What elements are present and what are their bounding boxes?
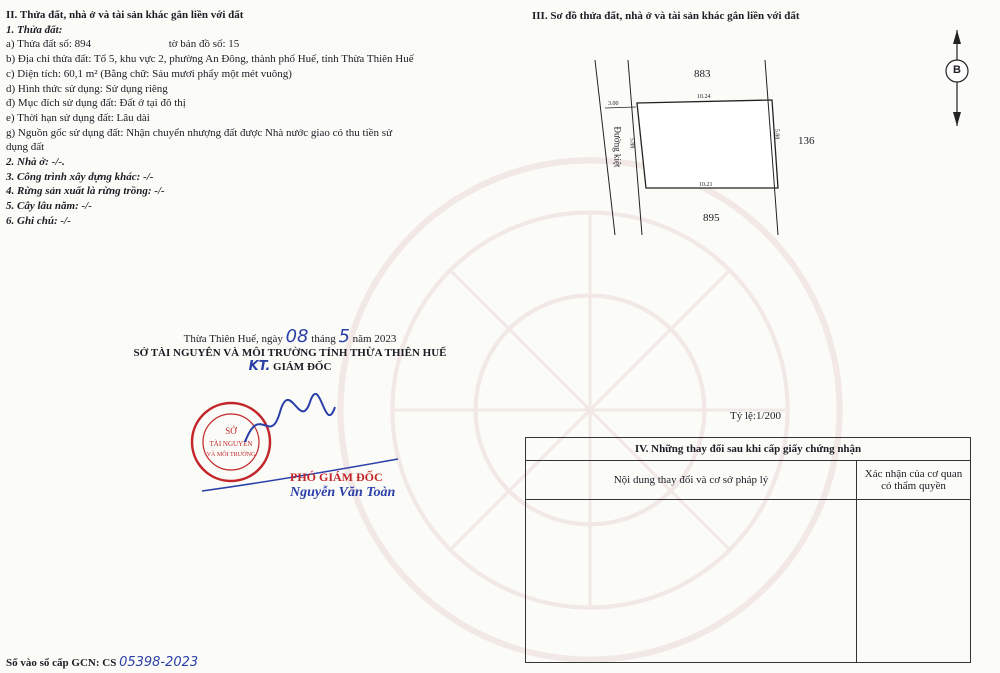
parcel-number-line xyxy=(6,37,506,52)
parcel-area: c) Diện tích: 60,1 m² (Bằng chữ: Sáu mươi phẩy một mét vuông) xyxy=(6,67,292,80)
changes-confirmation-cell[interactable] xyxy=(857,500,971,663)
handwritten-day: 08 xyxy=(285,326,309,347)
changes-content-cell[interactable] xyxy=(526,500,857,663)
forest-info: 4. Rừng sản xuất là rừng trồng: -/- xyxy=(6,185,165,198)
signature-block xyxy=(110,326,470,374)
handwritten-signature xyxy=(240,392,340,452)
neighbor-right: 136 xyxy=(798,135,815,147)
usage-term: e) Thời hạn sử dụng đất: Lâu dài xyxy=(6,111,150,124)
north-label: B xyxy=(953,64,961,76)
place-date: Thừa Thiên Huế, ngày 08 tháng 5 năm 2023 xyxy=(183,326,397,347)
agency-name: SỞ TÀI NGUYÊN VÀ MÔI TRƯỜNG TỈNH THỪA THIÊN HUẾ xyxy=(133,347,447,359)
signer-role: KT. GIÁM ĐỐC xyxy=(248,359,332,374)
dim-left: 5.88 xyxy=(628,137,635,149)
road-label: Đường kiệt xyxy=(612,126,623,168)
registry-handwritten-number: 05398-2023 xyxy=(119,655,199,670)
section4-title: IV. Những thay đổi sau khi cấp giấy chứng nhận xyxy=(526,438,971,461)
section-land-info xyxy=(6,8,506,229)
notes-info: 6. Ghi chú: -/- xyxy=(6,214,71,227)
usage-form: d) Hình thức sử dụng: Sử dụng riêng xyxy=(6,82,168,95)
section2-title: II. Thửa đất, nhà ở và tài sản khác gắn liền với đất xyxy=(6,9,244,21)
usage-origin: g) Nguồn gốc sử dụng đất: Nhận chuyển nhượng đất được Nhà nước giao có thu tiền sử xyxy=(6,126,393,139)
changes-column-confirmation: Xác nhận của cơ quan có thẩm quyền xyxy=(857,461,971,500)
map-sheet: tờ bản đồ số: 15 xyxy=(168,38,240,51)
house-info: 2. Nhà ở: -/-. xyxy=(6,156,65,169)
svg-text:TÀI NGUYÊN: TÀI NGUYÊN xyxy=(209,440,253,448)
map-scale: Tỷ lệ:1/200 xyxy=(730,410,782,422)
handwritten-month: 5 xyxy=(338,326,350,347)
changes-column-content: Nội dung thay đổi và cơ sở pháp lý xyxy=(526,461,857,500)
dim-right: 5.88 xyxy=(773,128,780,140)
trees-info: 5. Cây lâu năm: -/- xyxy=(6,200,92,213)
land-parcel-heading: 1. Thửa đất: xyxy=(6,23,63,36)
parcel-number: a) Thửa đất số: 894 xyxy=(6,38,92,51)
dim-bottom: 10.21 xyxy=(699,182,713,188)
dim-top: 10.24 xyxy=(697,94,711,100)
vice-director-title: PHÓ GIÁM ĐỐC xyxy=(290,470,383,484)
registry-label: Số vào sổ cấp GCN: CS xyxy=(6,657,117,669)
road-width: 3.00 xyxy=(608,101,619,107)
neighbor-top: 883 xyxy=(694,68,711,80)
other-works-info: 3. Công trình xây dựng khác: -/- xyxy=(6,170,154,183)
parcel-address: b) Địa chỉ thửa đất: Tổ 5, khu vực 2, phường An Đông, thành phố Huế, tỉnh Thừa Thiên Huế xyxy=(6,53,414,66)
changes-table xyxy=(525,437,971,663)
neighbor-bottom: 895 xyxy=(703,212,720,224)
usage-purpose: đ) Mục đích sử dụng đất: Đất ở tại đô thị xyxy=(6,97,186,110)
svg-text:VÀ MÔI TRƯỜNG: VÀ MÔI TRƯỜNG xyxy=(206,452,256,458)
registry-number xyxy=(6,655,198,670)
svg-text:SỞ: SỞ xyxy=(225,426,237,436)
section3-title: III. Sơ đồ thửa đất, nhà ở và tài sản khác gắn liền với đất xyxy=(532,10,800,22)
vice-director-name: Nguyễn Văn Toàn xyxy=(290,485,396,500)
usage-origin-cont: dụng đất xyxy=(6,141,45,154)
vice-director xyxy=(290,470,395,501)
